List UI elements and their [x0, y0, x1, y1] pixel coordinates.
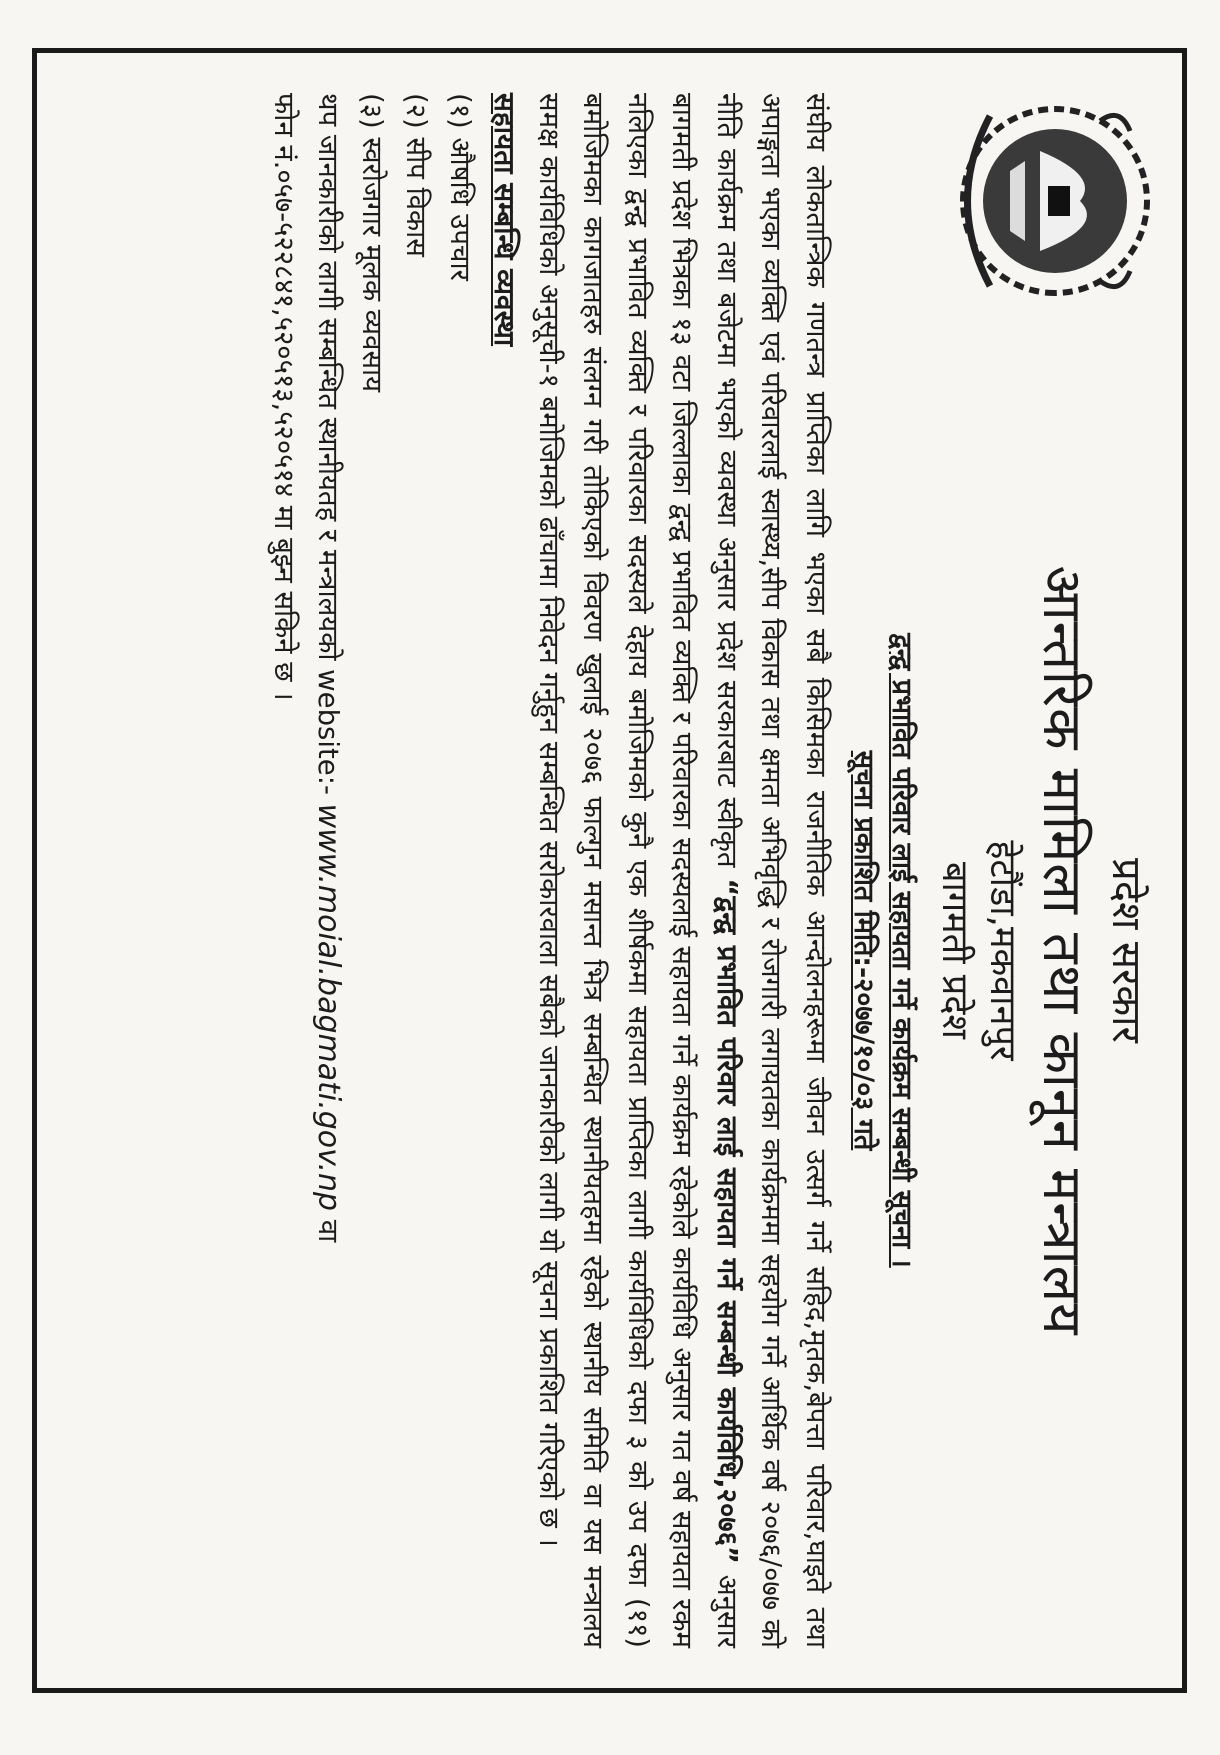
contact-suffix: वा	[312, 1219, 345, 1243]
contact-line-1	[307, 93, 351, 1648]
notice-date: सूचना प्रकाशित मिति:-२०७७/१०/०३ गते	[848, 750, 879, 1151]
list-item: (१) औषधि उपचार	[444, 93, 477, 281]
ministry-title: आन्तरिक मामिला तथा कानून मन्त्रालय	[1031, 565, 1094, 1336]
body-text-part2: अनुसार बागमती प्रदेश भित्रका १३ वटा जिल्लाका द्वन्द्व प्रभावित व्यक्ति र परिवारका सदस्यलाई सहायता गर्ने कार्यक्रम रहेकोले कार्यविधि अनुसार गत वर्ष सहायता रकम नलिएका द्वन्द्व प्रभावित व्यक्ति र परिवारका सदस्यले देहाय बमोजिमको कुनै एक शीर्षकमा सहायता प्राप्तिका लागी कार्यविधिको दफा ३ को उप दफा (११) बमोजिमका कागजातहरु संलग्न गरी तोकिएको विवरण खुलाई २०७६ फाल्गुन मसान्त भित्र सम्बन्धित स्थानीयतहमा रहेको स्थानीय समिति वा यस मन्त्रालय समक्ष कार्यविधिको अनुसूची-१ बमोजिमको ढाँचामा निवेदन गर्नुहुन सम्बन्धित सरोकारवाला सबैको जानकारीको लागी यो सूचना प्रकाशित गरिएको छ ।	[533, 93, 743, 1649]
notice-subject: द्वन्द्व प्रभावित परिवार लाई सहायता गर्ने कार्यक्रम सम्बन्धी सूचना ।	[886, 633, 917, 1268]
assistance-section-title: सहायता सम्बन्धि व्यवस्था	[488, 93, 522, 347]
government-title: प्रदेश सरकार	[1103, 858, 1149, 1043]
contact-prefix: थप जानकारीको लागी सम्बन्धित स्थानीयतह र मन्त्रालयको website:-	[312, 93, 345, 795]
list-item: (३) स्वरोजगार मूलक व्यवसाय	[356, 93, 389, 393]
list-item: (२) सीप विकास	[400, 93, 433, 257]
government-emblem-icon	[950, 91, 1160, 311]
province-name: बागमती प्रदेश	[934, 861, 975, 1040]
contact-line-2: फोन नं.०५७-५२२८४१,५२०५१३,५२०५१४ मा बुझ्न सकिने छ ।	[268, 93, 301, 701]
procedure-name: “द्वन्द्व प्रभावित परिवार लाई सहायता गर्ने सम्बन्धी कार्यविधि,२०७६”	[711, 878, 743, 1564]
notice-header	[844, 293, 1154, 1608]
ministry-address: हेटौंडा,मकवानपुर	[982, 840, 1023, 1061]
notice-body	[527, 93, 839, 1648]
notice-content	[37, 53, 1182, 1688]
website-link[interactable]: www.moial.bagmati.gov.np	[311, 803, 347, 1212]
notice-frame	[32, 48, 1187, 1693]
body-text-part1: संघीय लोकतान्त्रिक गणतन्त्र प्राप्तिका लागि भएका सबै किसिमका राजनीतिक आन्दोलनहरूमा जीवन उत्सर्ग गर्ने सहिद,मृतक,बेपत्ता परिवार,घाइते तथा अपाङ्गता भएका व्यक्ति एवं परिवारलाई स्वास्थ्य,सीप विकास तथा क्षमता अभिवृद्धि र रोजगारी लगायतका कार्यक्रममा सहयोग गर्ने आर्थिक वर्ष २०७६/०७७ को नीति कार्यक्रम तथा बजेटमा भएको व्यवस्था अनुसार प्रदेश सरकारबाट स्वीकृत	[711, 93, 832, 1648]
assistance-list	[351, 93, 483, 1648]
